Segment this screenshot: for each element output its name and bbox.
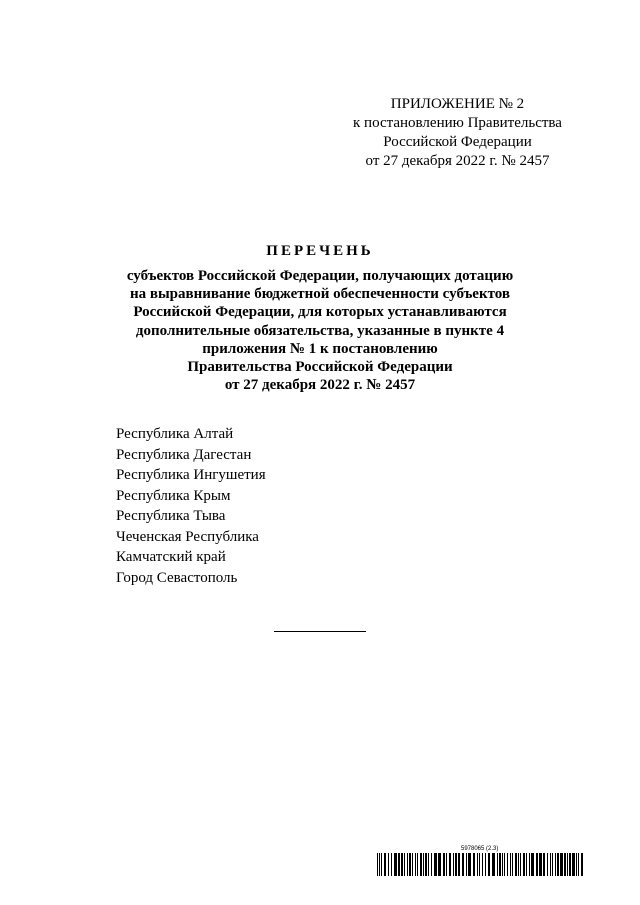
- appendix-line: от 27 декабря 2022 г. № 2457: [365, 153, 550, 169]
- region-item: Камчатский край: [116, 549, 226, 565]
- subtitle-line: на выравнивание бюджетной обеспеченности субъектов: [129, 286, 511, 303]
- subtitle-line: субъектов Российской Федерации, получающих дотацию: [126, 268, 514, 284]
- subtitle-line: от 27 декабря 2022 г. № 2457: [224, 377, 416, 394]
- document-subtitle: [100, 267, 540, 394]
- subtitle-line: Российской Федерации, для которых устанавливаются: [133, 304, 507, 321]
- region-item: Республика Алтай: [116, 426, 234, 442]
- region-item: Республика Ингушетия: [116, 467, 266, 483]
- region-item: Республика Крым: [116, 487, 231, 504]
- region-item: Чеченская Республика: [116, 528, 259, 545]
- regions-list: [116, 424, 266, 588]
- appendix-title: ПРИЛОЖЕНИЕ № 2: [390, 96, 525, 112]
- appendix-header: [330, 95, 585, 171]
- region-item: Республика Тыва: [116, 508, 226, 524]
- barcode: [377, 853, 586, 876]
- region-item: Город Севастополь: [116, 569, 238, 586]
- region-item: Республика Дагестан: [116, 446, 252, 463]
- appendix-line: к постановлению Правительства: [353, 115, 562, 131]
- document-code: 5978065 (2.3): [461, 846, 499, 852]
- subtitle-line: приложения № 1 к постановлению: [202, 340, 438, 357]
- subtitle-line: дополнительные обязательства, указанные в пункте 4: [135, 322, 505, 339]
- end-divider: [274, 631, 366, 632]
- subtitle-line: Правительства Российской Федерации: [187, 359, 453, 376]
- document-heading: ПЕРЕЧЕНЬ: [266, 243, 374, 259]
- appendix-line: Российской Федерации: [383, 134, 532, 150]
